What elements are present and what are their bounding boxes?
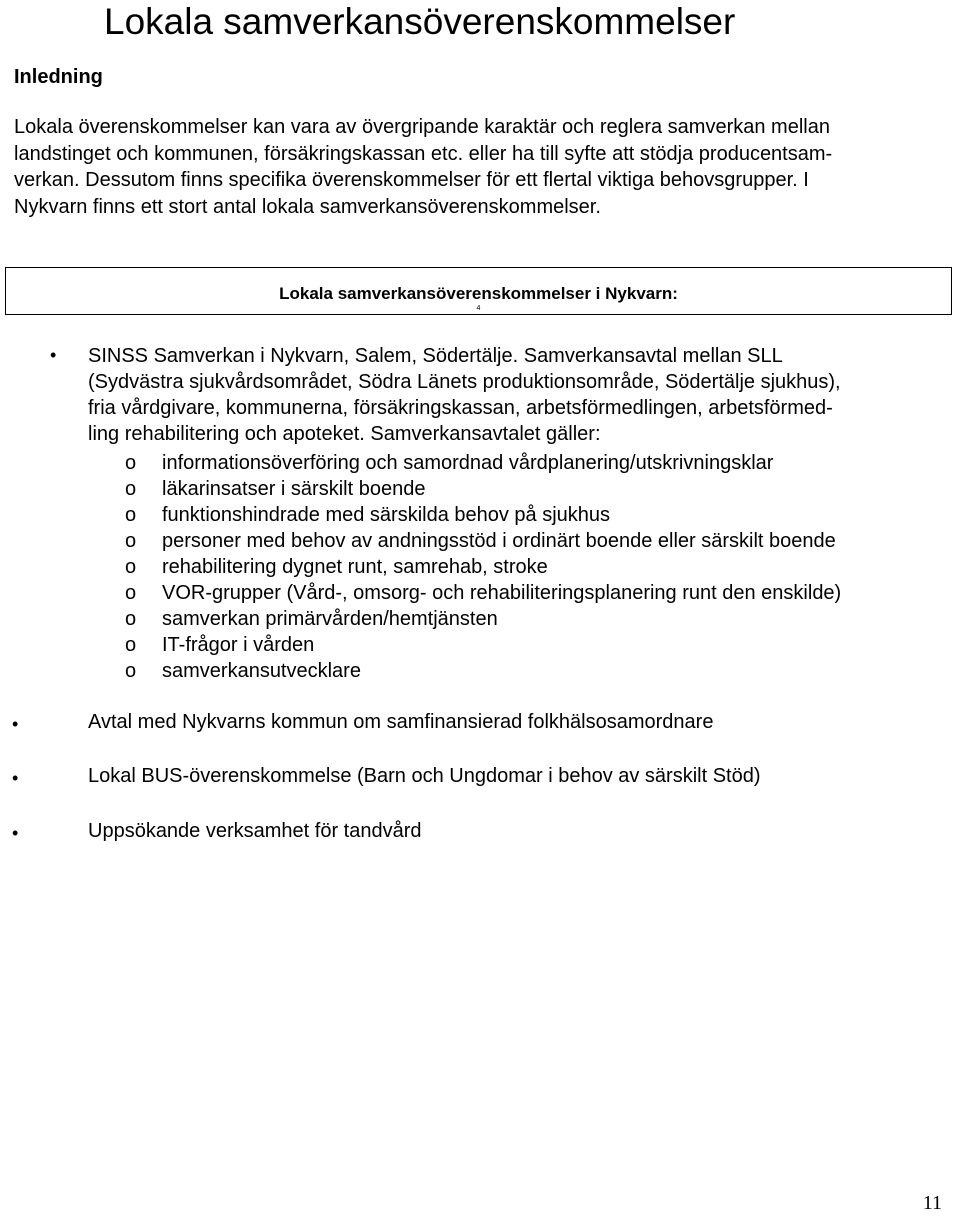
intro-line: landstinget och kommunen, försäkringskassan etc. eller ha till syfte att stödja producentsam- <box>14 142 833 165</box>
page-number: 11 <box>922 1192 942 1214</box>
circle-bullet-icon: o <box>125 660 137 682</box>
heading-box <box>5 267 952 315</box>
document-title: Lokala samverkansöverenskommelser <box>104 1 736 42</box>
intro-line: verkan. Dessutom finns specifika överenskommelser för ett flertal viktiga behovsgrupper. I <box>14 169 809 191</box>
list-item <box>125 450 925 476</box>
list-item <box>125 476 925 502</box>
bullet-item: Uppsökande verksamhet för tandvård <box>88 820 422 842</box>
sinss-line: (Sydvästra sjukvårdsområdet, Södra Länets produktionsområde, Södertälje sjukhus), <box>88 371 841 393</box>
circle-bullet-icon: o <box>125 608 137 630</box>
circle-bullet-icon: o <box>125 634 137 656</box>
footnote-marker: 4 <box>476 305 481 312</box>
bullet-item: Lokal BUS-överenskommelse (Barn och Ungdomar i behov av särskilt Stöd) <box>88 765 761 787</box>
bullet-item: Avtal med Nykvarns kommun om samfinansierad folkhälsosamordnare <box>88 711 714 733</box>
intro-paragraph <box>14 114 954 220</box>
list-item-text: läkarinsatser i särskilt boende <box>162 478 426 500</box>
sinss-line: SINSS Samverkan i Nykvarn, Salem, Södertälje. Samverkansavtal mellan SLL <box>88 345 783 367</box>
bullet-icon: • <box>12 714 19 734</box>
section-heading: Inledning <box>14 66 103 88</box>
sub-list <box>125 450 925 684</box>
list-item <box>125 554 925 580</box>
list-item-text: personer med behov av andningsstöd i ordinärt boende eller särskilt boende <box>162 530 836 552</box>
intro-line: Lokala överenskommelser kan vara av övergripande karaktär och reglera samverkan mellan <box>14 116 830 138</box>
circle-bullet-icon: o <box>125 556 137 578</box>
box-title: Lokala samverkansöverenskommelser i Nykvarn: <box>279 284 678 303</box>
bullet-icon: • <box>12 768 19 788</box>
sinss-paragraph <box>88 343 958 447</box>
list-item-text: VOR-grupper (Vård-, omsorg- och rehabiliteringsplanering runt den enskilde) <box>162 582 842 604</box>
list-item-text: informationsöverföring och samordnad vårdplanering/utskrivningsklar <box>162 452 774 474</box>
list-item-text: samverkan primärvården/hemtjänsten <box>162 608 498 630</box>
list-item <box>125 502 925 528</box>
list-item <box>125 658 925 684</box>
list-item <box>125 580 925 606</box>
sinss-line: ling rehabilitering och apoteket. Samverkansavtalet gäller: <box>88 423 601 445</box>
circle-bullet-icon: o <box>125 452 137 474</box>
circle-bullet-icon: o <box>125 582 137 604</box>
circle-bullet-icon: o <box>125 530 137 552</box>
list-item <box>125 632 925 658</box>
list-item <box>125 528 925 554</box>
list-item-text: samverkansutvecklare <box>162 660 361 682</box>
list-item-text: funktionshindrade med särskilda behov på sjukhus <box>162 504 611 526</box>
intro-line: Nykvarn finns ett stort antal lokala samverkansöverenskommelser. <box>14 195 601 218</box>
list-item-text: rehabilitering dygnet runt, samrehab, stroke <box>162 556 548 578</box>
circle-bullet-icon: o <box>125 504 137 526</box>
list-item <box>125 606 925 632</box>
bullet-icon: • <box>50 345 57 365</box>
sinss-line: fria vårdgivare, kommunerna, försäkringskassan, arbetsförmedlingen, arbetsförmed- <box>88 397 833 419</box>
circle-bullet-icon: o <box>125 478 137 500</box>
bullet-icon: • <box>12 823 19 843</box>
list-item-text: IT-frågor i vården <box>162 634 315 656</box>
